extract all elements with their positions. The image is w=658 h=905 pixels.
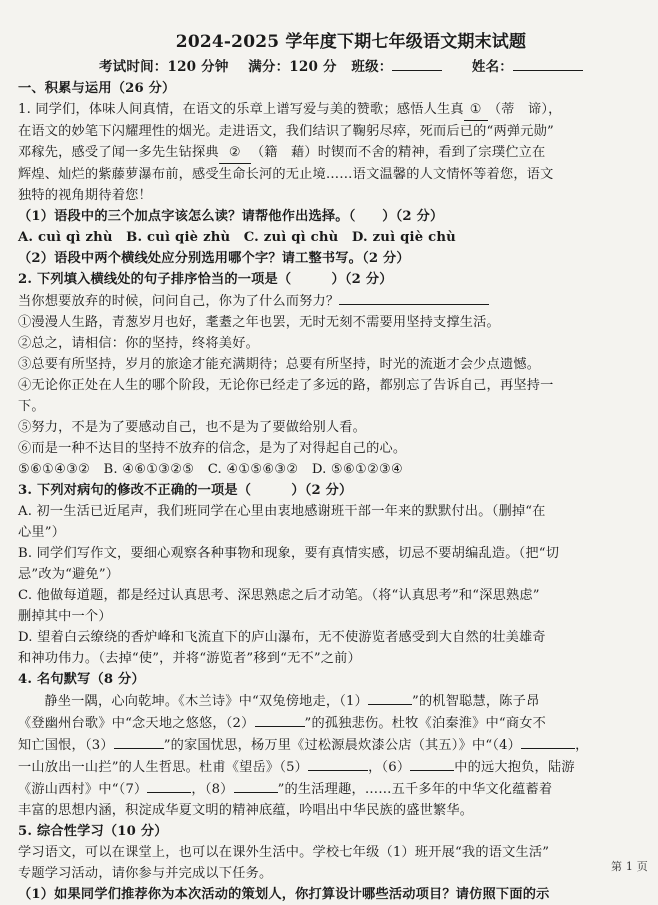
q4-blank-6[interactable] — [410, 756, 454, 771]
q1-line4: 辉煌、灿烂的紫藤萝瀑布前，感受生命长河的无止境……语文温馨的人文情怀等着您，语文 — [18, 167, 554, 182]
q2-head: 2. 下列填入横线处的句子排序恰当的一项是（ ）（2 分） — [18, 272, 393, 287]
class-field[interactable] — [392, 56, 442, 71]
q1-line3: 邓稼先，感受了闻一多先生钻探典 ② （籍 藉）时锲而不舍的精神，看到了宗璞伫立在 — [18, 142, 644, 164]
q5-line1: 学习语文，可以在课堂上，也可以在课外生活中。学校七年级（1）班开展“我的语文生活” — [18, 845, 550, 860]
q3-option-d-cont: 和神功伟力。（去掉“使”，并将“游览者”移到“无不”之前） — [18, 651, 361, 666]
q1-blank-1[interactable]: ① — [464, 99, 488, 121]
name-label: 姓名： — [471, 59, 513, 75]
q1-sub2: （2）语段中两个横线处应分别选用哪个字？请工整书写。（2 分） — [18, 251, 410, 266]
q4-blank-8[interactable] — [234, 778, 278, 793]
name-field[interactable] — [513, 56, 583, 71]
exam-score: 满分：120 分 — [248, 59, 337, 75]
page-number: 第 1 页 — [611, 860, 648, 873]
q4-line2: 《登幽州台歌》中“念天地之悠悠，（2） ”的孤独悲伤。杜牧《泊秦淮》中“商女不 — [18, 712, 644, 734]
q3-option-a-cont: 心里”） — [18, 525, 66, 540]
q2-sentence-6: ⑥而是一种不达目的坚持不放弃的信念，是为了对得起自己的心。 — [18, 441, 407, 456]
q2-sentence-5: ⑤努力，不是为了要感动自己，也不是为了要做给别人看。 — [18, 420, 367, 435]
q4-line5: 《游山西村》中“（7） ，（8） ”的生活理趣，……五千多年的中华文化蕴蓄着 — [18, 778, 644, 800]
q4-line1: 静坐一隅，心向乾坤。《木兰诗》中“双兔傍地走，（1） ”的机智聪慧，陈子昂 — [18, 690, 644, 712]
q3-option-d: D. 望着白云缭绕的香炉峰和飞流直下的庐山瀑布，无不使游览者感受到大自然的壮美雄奇 — [18, 630, 546, 645]
q1-line1: 1. 同学们，体味人间真情，在语文的乐章上谱写爱与美的赞歌；感悟人生真 ① （蒂 谛）， — [18, 99, 644, 121]
q4-blank-3[interactable] — [114, 734, 164, 749]
q3-option-c-cont: 删掉其中一个） — [18, 609, 112, 624]
q4-blank-2[interactable] — [255, 712, 305, 727]
q2-answer-line[interactable] — [339, 290, 489, 305]
q2-sentence-2: ②总之，请相信：你的坚持，终将美好。 — [18, 336, 259, 351]
q1-line2: 在语文的妙笔下闪耀理性的烟光。走进语文，我们结识了鞠躬尽瘁，死而后已的“两弹元勋” — [18, 124, 554, 139]
q4-blank-7[interactable] — [147, 778, 191, 793]
q4-blank-5[interactable] — [308, 756, 368, 771]
q2-lead: 当你想要放弃的时候，问问自己，你为了什么而努力？ — [18, 290, 644, 312]
q4-line3: 知亡国恨，（3） ”的家国忧思，杨万里《过松源晨炊漆公店（其五）》中“（4） ， — [18, 734, 644, 756]
q4-head: 4. 名句默写（8 分） — [18, 672, 145, 687]
exam-meta — [38, 56, 644, 77]
q1-blank-2[interactable]: ② — [219, 142, 251, 164]
q1-sub1: （1）语段中的三个加点字该怎么读？请帮他作出选择。（ ）（2 分） — [18, 209, 444, 224]
q3-option-b: B. 同学们写作文，要细心观察各种事物和现象，要有真情实感，切忌不要胡编乱造。（把“切 — [18, 546, 560, 561]
q5-head: 5. 综合性学习（10 分） — [18, 824, 168, 839]
section-heading: 一、积累与运用（26 分） — [18, 81, 176, 96]
q3-option-c: C. 他做每道题，都是经过认真思考、深思熟虑之后才动笔。（将“认真思考”和“深思熟虑” — [18, 588, 540, 603]
exam-title: 2024-2025 学年度下期七年级语文期末试题 — [175, 32, 527, 52]
q5-line2: 专题学习活动，请你参与并完成以下任务。 — [18, 866, 273, 881]
q4-line6: 丰富的思想内涵，积淀成华夏文明的精神底蕴，吟唱出中华民族的盛世繁华。 — [18, 803, 474, 818]
q1-line5: 独特的视角期待着您！ — [18, 188, 152, 203]
q1-options: A. cuì qì zhù B. cuì qiè zhù C. zuì qì chù D. zuì qiè chù — [18, 230, 456, 245]
q2-sentence-4-cont: 下。 — [18, 399, 45, 414]
q2-sentence-3: ③总要有所坚持，岁月的旅途才能充满期待；总要有所坚持，时光的流逝才会少点遗憾。 — [18, 357, 541, 372]
q3-option-b-cont: 忌”改为“避免”） — [18, 567, 120, 582]
q5-sub1: （1）如果同学们推荐你为本次活动的策划人，你打算设计哪些活动项目？请仿照下面的示 — [18, 887, 550, 902]
q3-head: 3. 下列对病句的修改不正确的一项是（ ）（2 分） — [18, 483, 353, 498]
q2-sentence-4: ④无论你正处在人生的哪个阶段，无论你已经走了多远的路，都别忘了告诉自己，再坚持一 — [18, 378, 554, 393]
q4-line4: 一山放出一山拦”的人生哲思。杜甫《望岳》（5） ，（6） 中的远大抱负，陆游 — [18, 756, 644, 778]
q4-blank-4[interactable] — [521, 734, 575, 749]
q2-options: ⑤⑥①④③② B. ④⑥①③②⑤ C. ④①⑤⑥③② D. ⑤⑥①②③④ — [18, 462, 404, 477]
exam-time: 考试时间：120 分钟 — [98, 59, 229, 75]
q2-sentence-1: ①漫漫人生路，青葱岁月也好，耄耋之年也罢，无时无刻不需要用坚持支撑生活。 — [18, 315, 500, 330]
q3-option-a: A. 初一生活已近尾声，我们班同学在心里由衷地感谢班干部一年来的默默付出。（删掉“在 — [18, 504, 546, 519]
class-label: 班级： — [351, 59, 393, 75]
q4-blank-1[interactable] — [368, 690, 412, 705]
